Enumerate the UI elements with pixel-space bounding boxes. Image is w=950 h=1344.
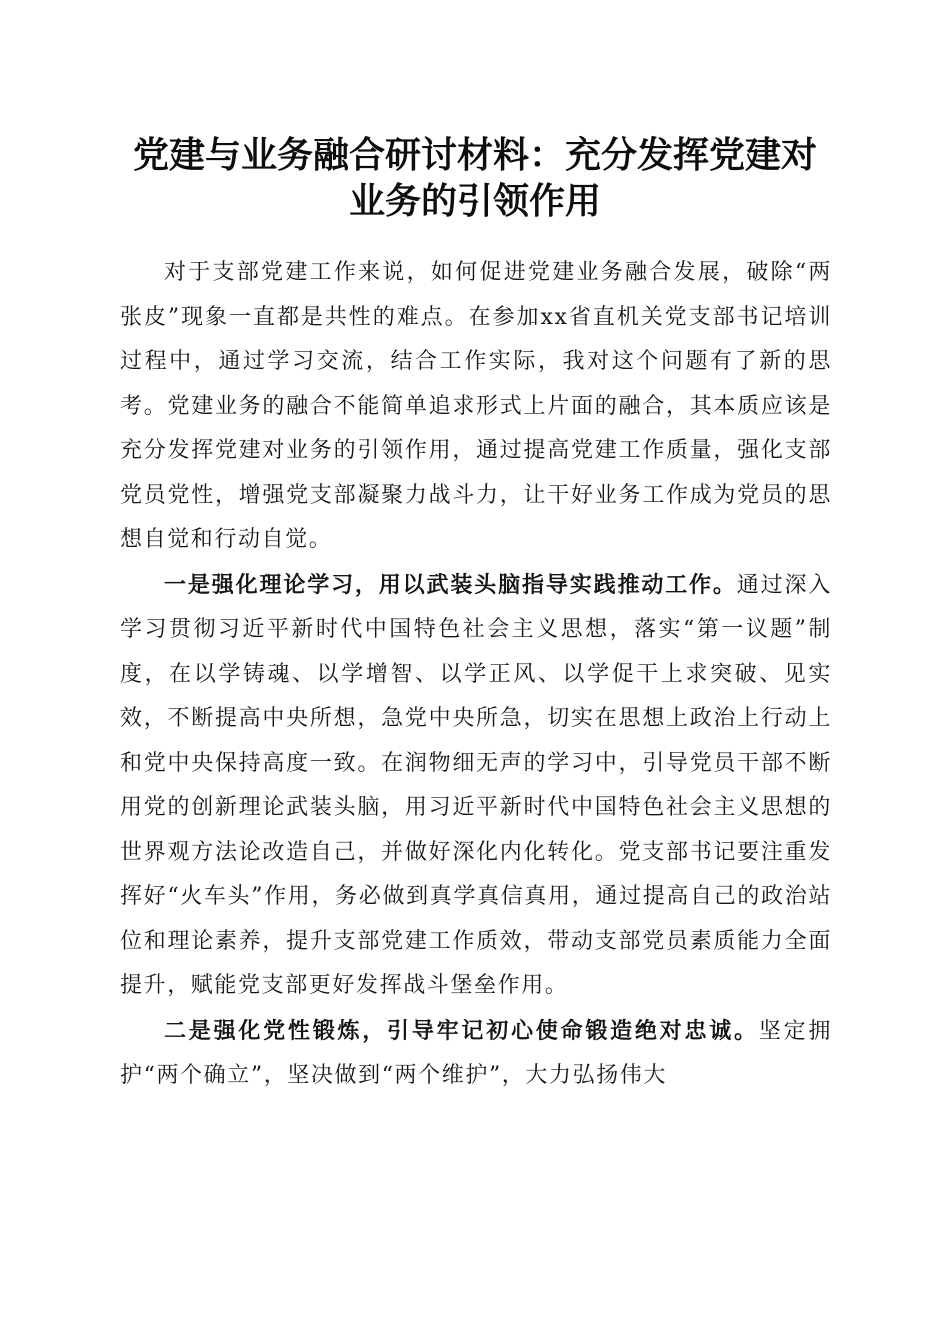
paragraph-theory-study: [120, 563, 832, 1009]
paragraph-text: 对于支部党建工作来说，如何促进党建业务融合发展，破除“两张皮”现象一直都是共性的难点。在参加xx省直机关党支部书记培训过程中，通过学习交流，结合工作实际，我对这个问题有了新的思考。党建业务的融合不能简单追求形式上片面的融合，其本质应该是充分发挥党建对业务的引领作用，通过提高党建工作质量，强化支部党员党性，增强党支部凝聚力战斗力，让干好业务工作成为党员的思想自觉和行动自觉。: [120, 260, 832, 552]
document-body: [120, 250, 832, 1099]
paragraph-party-spirit: [120, 1009, 832, 1099]
paragraph-intro: [120, 250, 832, 563]
paragraph-lead: 一是强化理论学习，用以武装头脑指导实践推动工作。: [164, 571, 737, 598]
paragraph-lead: 二是强化党性锻炼，引导牢记初心使命锻造绝对忠诚。: [164, 1017, 759, 1044]
paragraph-text: 通过深入学习贯彻习近平新时代中国特色社会主义思想，落实“第一议题”制度，在以学铸魂、以学增智、以学正风、以学促干上求突破、见实效，不断提高中央所想，急党中央所急，切实在思想上政治上行动上和党中央保持高度一致。在润物细无声的学习中，引导党员干部不断用党的创新理论武装头脑，用习近平新时代中国特色社会主义思想的世界观方法论改造自己，并做好深化内化转化。党支部书记要注重发挥好“火车头”作用，务必做到真学真信真用，通过提高自己的政治站位和理论素养，提升支部党建工作质效，带动支部党员素质能力全面提升，赋能党支部更好发挥战斗堡垒作用。: [120, 572, 832, 998]
paragraph-text: 坚定拥护“两个确立”，坚决做到“两个维护”，大力弘扬伟大: [120, 1018, 832, 1088]
document-title: 党建与业务融合研讨材料：充分发挥党建对业务的引领作用: [132, 134, 817, 222]
